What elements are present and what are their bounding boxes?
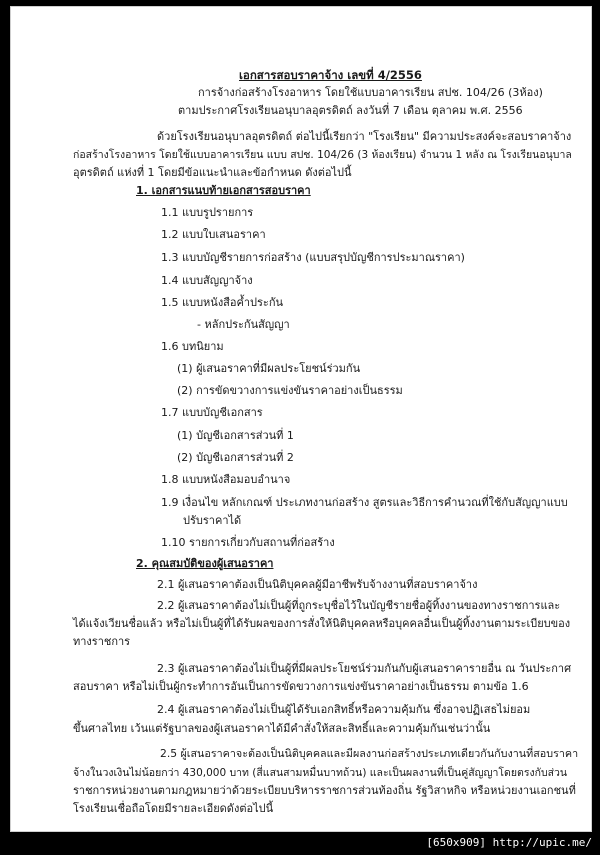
list-item: (1) ผู้เสนอราคาที่มีผลประโยชน์ร่วมกัน <box>177 362 361 375</box>
list-item: 1.10 รายการเกี่ยวกับสถานที่ก่อสร้าง <box>161 536 335 549</box>
list-item: 1.2 แบบใบเสนอราคา <box>161 228 266 241</box>
paragraph-line: ราชการหน่วยงานตามกฎหมายว่าด้วยระเบียบบริหารราชการส่วนท้องถิ่น รัฐวิสาหกิจ หรือหน่วยงานเอกชนที่ <box>73 784 576 797</box>
list-item: 1.8 แบบหนังสือมอบอำนาจ <box>161 473 291 486</box>
paragraph-line: สอบราคา หรือไม่เป็นผู้กระทำการอันเป็นการขัดขวางการแข่งขันราคาอย่างเป็นธรรม ตามข้อ 1.6 <box>73 680 529 693</box>
list-item: 1.5 แบบหนังสือค้ำประกัน <box>161 296 284 309</box>
paragraph-line: ทางราชการ <box>73 635 131 648</box>
intro-line: อุตรดิตถ์ แห่งที่ 1 โดยมีข้อแนะนำและข้อกำหนด ดังต่อไปนี้ <box>73 166 352 179</box>
list-item: - หลักประกันสัญญา <box>197 318 290 331</box>
list-item: (1) บัญชีเอกสารส่วนที่ 1 <box>177 429 294 442</box>
list-item: 1.4 แบบสัญญาจ้าง <box>161 274 253 287</box>
document-title: เอกสารสอบราคาจ้าง เลขที่ 4/2556 <box>239 68 422 82</box>
paragraph-line: 2.2 ผู้เสนอราคาต้องไม่เป็นผู้ที่ถูกระบุชื่อไว้ในบัญชีรายชื่อผู้ทิ้งงานของทางราชการและ <box>157 599 561 612</box>
paragraph-line: 2.1 ผู้เสนอราคาต้องเป็นนิติบุคคลผู้มีอาชีพรับจ้างงานที่สอบราคาจ้าง <box>157 578 478 591</box>
document-subtitle: การจ้างก่อสร้างโรงอาหาร โดยใช้แบบอาคารเรียน สปช. 104/26 (3ห้อง) <box>198 86 543 99</box>
list-item: ปรับราคาได้ <box>183 514 242 527</box>
document-subtitle: ตามประกาศโรงเรียนอนุบาลอุตรดิตถ์ ลงวันที่ 7 เดือน ตุลาคม พ.ศ. 2556 <box>178 104 523 117</box>
intro-line: ก่อสร้างโรงอาหาร โดยใช้แบบอาคารเรียน แบบ สปช. 104/26 (3 ห้องเรียน) จำนวน 1 หลัง ณ โรงเรียนอนุบาล <box>73 149 572 161</box>
section-heading: 2. คุณสมบัติของผู้เสนอราคา <box>136 557 274 570</box>
document-page <box>10 6 592 832</box>
image-host-credit: [650x909] http://upic.me/ <box>426 836 592 849</box>
paragraph-line: ขึ้นศาลไทย เว้นแต่รัฐบาลของผู้เสนอราคาได้มีคำสั่งให้สละสิทธิ์และความคุ้มกันเช่นว่านั้น <box>73 722 491 735</box>
list-item: 1.9 เงื่อนไข หลักเกณฑ์ ประเภทงานก่อสร้าง สูตรและวิธีการคำนวณที่ใช้กับสัญญาแบบ <box>161 496 568 509</box>
list-item: (2) การขัดขวางการแข่งขันราคาอย่างเป็นธรรม <box>177 384 403 397</box>
list-item: 1.3 แบบบัญชีรายการก่อสร้าง (แบบสรุปบัญชีการประมาณราคา) <box>161 251 465 264</box>
paragraph-line: โรงเรียนเชื่อถือโดยมีรายละเอียดดังต่อไปนี้ <box>73 802 274 815</box>
paragraph-line: 2.5 ผู้เสนอราคาจะต้องเป็นนิติบุคคลและมีผลงานก่อสร้างประเภทเดียวกันกับงานที่สอบราคา <box>160 747 579 760</box>
list-item: (2) บัญชีเอกสารส่วนที่ 2 <box>177 451 294 464</box>
list-item: 1.6 บทนิยาม <box>161 340 224 353</box>
paragraph-line: 2.4 ผู้เสนอราคาต้องไม่เป็นผู้ได้รับเอกสิทธิ์หรือความคุ้มกัน ซึ่งอาจปฏิเสธไม่ยอม <box>157 703 531 716</box>
intro-line: ด้วยโรงเรียนอนุบาลอุตรดิตถ์ ต่อไปนี้เรียกว่า "โรงเรียน" มีความประสงค์จะสอบราคาจ้าง <box>157 130 572 143</box>
section-heading: 1. เอกสารแนบท้ายเอกสารสอบราคา <box>136 184 311 197</box>
list-item: 1.7 แบบบัญชีเอกสาร <box>161 406 263 419</box>
paragraph-line: ได้แจ้งเวียนชื่อแล้ว หรือไม่เป็นผู้ที่ได้รับผลของการสั่งให้นิติบุคคลหรือบุคคลอื่นเป็นผู้ทิ้งงานตามระเบียบของ <box>73 617 571 630</box>
paragraph-line: จ้างในวงเงินไม่น้อยกว่า 430,000 บาท (สี่แสนสามหมื่นบาทถ้วน) และเป็นผลงานที่เป็นคู่สัญญาโดยตรงกับส่วน <box>73 767 568 779</box>
paragraph-line: 2.3 ผู้เสนอราคาต้องไม่เป็นผู้ที่มีผลประโยชน์ร่วมกันกับผู้เสนอราคารายอื่น ณ วันประกาศ <box>157 662 572 675</box>
list-item: 1.1 แบบรูปรายการ <box>161 206 254 219</box>
image-footer-bar <box>0 833 600 855</box>
